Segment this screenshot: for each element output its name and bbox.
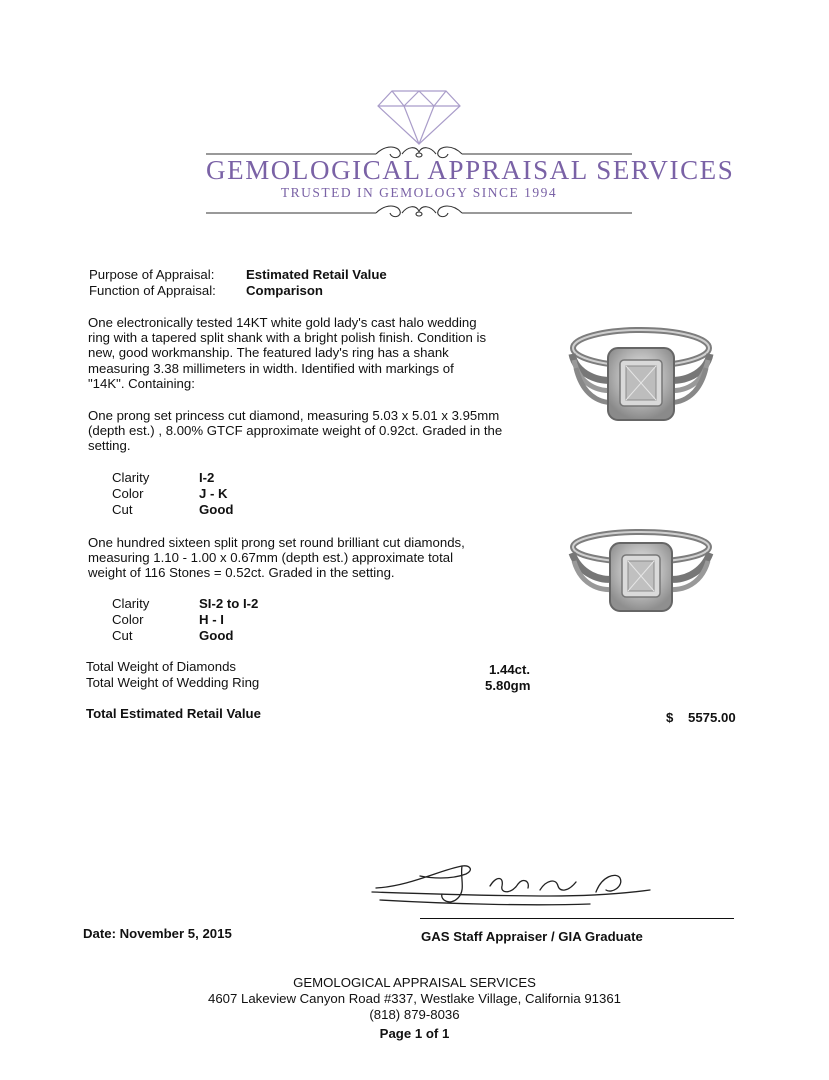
stone1-cut-label: Cut <box>112 502 133 517</box>
stone1-clarity-value: I-2 <box>199 470 215 485</box>
diamond-logo-icon <box>376 88 462 146</box>
company-tagline: TRUSTED IN GEMOLOGY SINCE 1994 <box>280 185 558 200</box>
stone2-color-value: H - I <box>199 612 224 627</box>
stone1-cut-value: Good <box>199 502 234 517</box>
company-name: GEMOLOGICAL APPRAISAL SERVICES <box>206 155 735 185</box>
stone1-clarity-label: Clarity <box>112 470 150 485</box>
stone2-clarity-label: Clarity <box>112 596 150 611</box>
function-value: Comparison <box>246 283 323 298</box>
footer-address: 4607 Lakeview Canyon Road #337, Westlake Village, California 91361 <box>208 991 621 1006</box>
total-retail-label: Total Estimated Retail Value <box>86 706 261 721</box>
ring-photo-bottom <box>566 525 716 620</box>
stone1-color-label: Color <box>112 486 144 501</box>
signature-line <box>420 918 734 919</box>
total-retail-value: 5575.00 <box>688 710 736 725</box>
stone2-cut-label: Cut <box>112 628 133 643</box>
stone2-description: One hundred sixteen split prong set round brilliant cut diamonds, measuring 1.10 - 1.00 x 0.67mm (depth est.) approximate total weight of 116 Stones = 0.52ct. Graded in the setting. <box>88 535 465 581</box>
footer-company: GEMOLOGICAL APPRAISAL SERVICES <box>293 975 536 990</box>
function-label: Function of Appraisal: <box>89 283 216 298</box>
appraiser-title: GAS Staff Appraiser / GIA Graduate <box>421 929 643 944</box>
page-number: Page 1 of 1 <box>379 1026 450 1041</box>
stone2-color-label: Color <box>112 612 144 627</box>
currency-symbol: $ <box>666 710 674 725</box>
total-diamonds-label: Total Weight of Diamonds <box>86 659 237 674</box>
footer-phone: (818) 879-8036 <box>369 1007 460 1022</box>
ring-description: One electronically tested 14KT white gold lady's cast halo wedding ring with a tapered split shank with a bright polish finish. Condition is new, good workmanship. The featured lady's ring has a shank measuring 3.38 millimeters in width. Identified with markings of "14K". Containing: <box>88 315 487 391</box>
total-ring-value: 5.80gm <box>485 678 531 693</box>
stone1-color-value: J - K <box>199 486 228 501</box>
total-diamonds-value: 1.44ct. <box>489 662 531 677</box>
stone2-clarity-value: SI-2 to I-2 <box>199 596 259 611</box>
stone1-description: One prong set princess cut diamond, measuring 5.03 x 5.01 x 3.95mm (depth est.) , 8.00% GTCF approximate weight of 0.92ct. Graded in the setting. <box>88 408 503 454</box>
purpose-label: Purpose of Appraisal: <box>89 267 215 282</box>
total-ring-label: Total Weight of Wedding Ring <box>86 675 260 690</box>
appraisal-date: Date: November 5, 2015 <box>83 926 232 941</box>
appraiser-signature <box>370 856 660 912</box>
stone2-cut-value: Good <box>199 628 234 643</box>
ring-photo-top <box>566 320 716 435</box>
purpose-value: Estimated Retail Value <box>246 267 387 282</box>
